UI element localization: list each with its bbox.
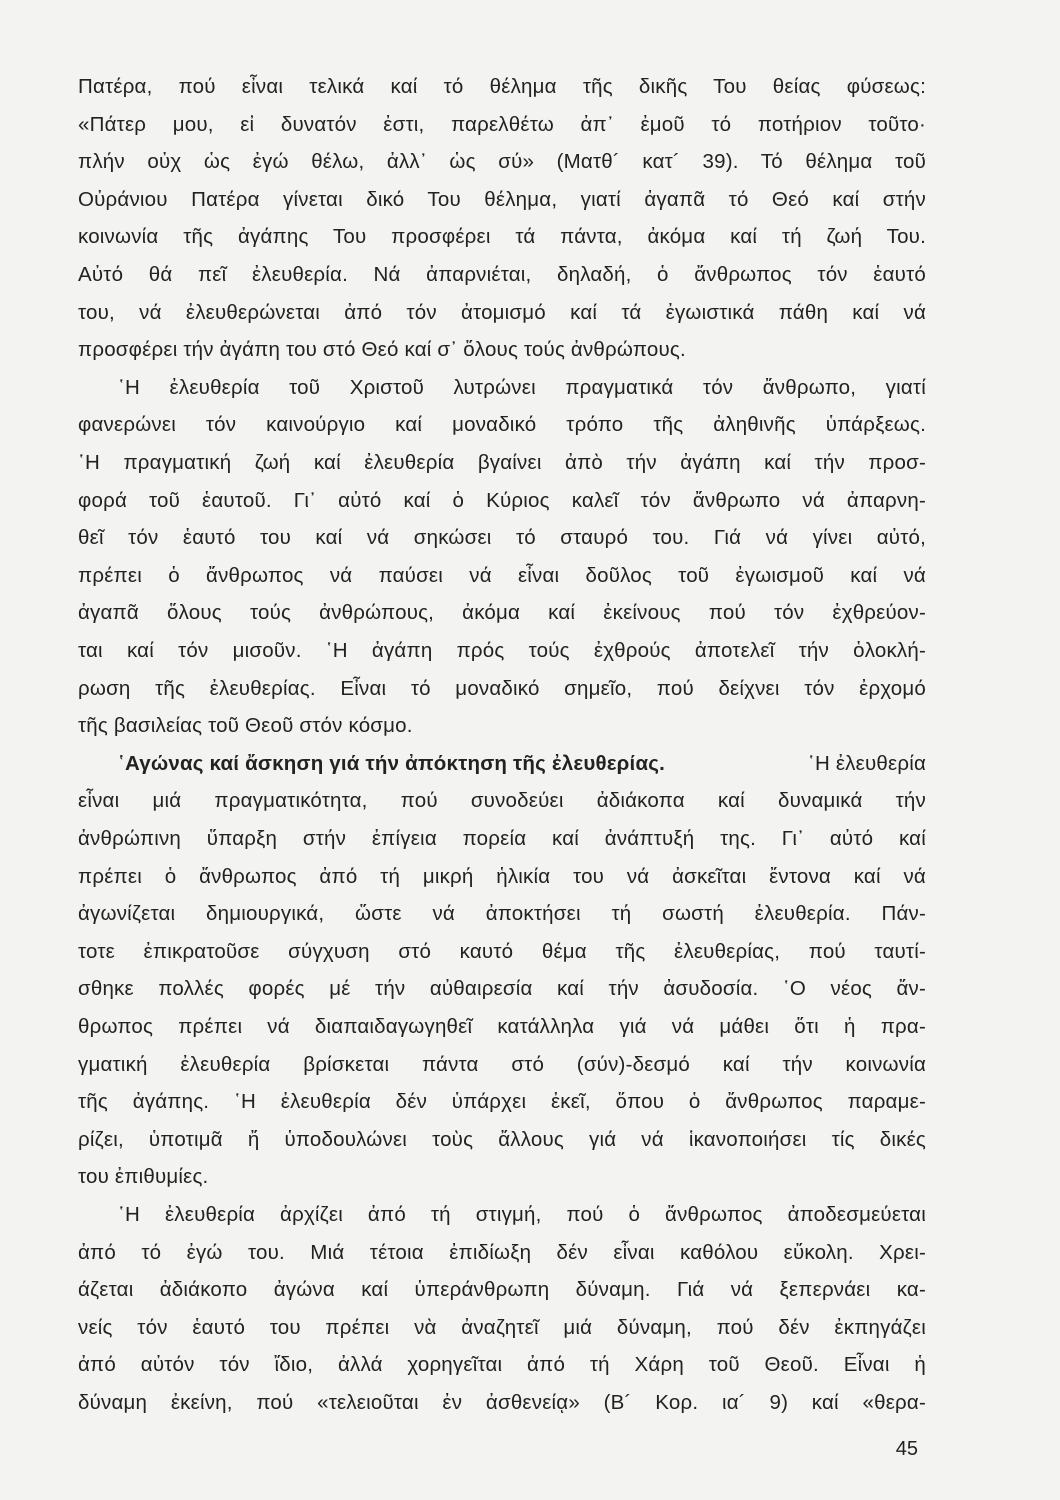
text-line: ἀνθρώπινη ὕπαρξη στήν ἐπίγεια πορεία καί ἀνάπτυξή της. Γι᾽ αὐτό καί	[78, 827, 926, 850]
text-line: θρωπος πρέπει νά διαπαιδαγωγηθεῖ κατάλληλα γιά νά μάθει ὅτι ἡ πρα-	[78, 1015, 926, 1038]
text-line: του ἐπιθυμίες.	[78, 1165, 209, 1189]
text-line: θεῖ τόν ἑαυτό του καί νά σηκώσει τό σταυρό του. Γιά νά γίνει αὐτό,	[78, 526, 926, 550]
text-line: ῾Η πραγματική ζωή καί ἐλευθερία βγαίνει ἀπὸ τήν ἀγάπη καί τήν προσ-	[78, 451, 926, 474]
text-line: ἀγωνίζεται δημιουργικά, ὥστε νά ἀποκτήσει τή σωστή ἐλευθερία. Πάν-	[78, 902, 926, 926]
text-line: ῾Η ἐλευθερία ἀρχίζει ἀπό τή στιγμή, πού ὁ ἄνθρωπος ἀποδεσμεύεται	[118, 1203, 926, 1226]
text-line: κοινωνία τῆς ἀγάπης Του προσφέρει τά πάντα, ἀκόμα καί τή ζωή Του.	[78, 225, 926, 249]
text-line: πρέπει ὁ ἄνθρωπος νά παύσει νά εἶναι δοῦλος τοῦ ἐγωισμοῦ καί νά	[78, 563, 926, 587]
text-line: φορά τοῦ ἑαυτοῦ. Γι᾽ αὐτό καί ὁ Κύριος καλεῖ τόν ἄνθρωπο νά ἀπαρνη-	[78, 488, 926, 512]
text-line: ῾Η ἐλευθερία τοῦ Χριστοῦ λυτρώνει πραγματικά τόν ἄνθρωπο, γιατί	[118, 375, 926, 399]
text-line: ἀπό αὐτόν τόν ἴδιο, ἀλλά χορηγεῖται ἀπό τή Χάρη τοῦ Θεοῦ. Εἶναι ἡ	[78, 1353, 926, 1377]
text-line: εἶναι μιά πραγματικότητα, πού συνοδεύει ἀδιάκοπα καί δυναμικά τήν	[78, 789, 926, 813]
text-line: πρέπει ὁ ἄνθρωπος ἀπό τή μικρή ἡλικία του νά ἀσκεῖται ἔντονα καί νά	[78, 864, 926, 888]
text-line: ρίζει, ὑποτιμᾶ ἤ ὑποδουλώνει τοὺς ἄλλους γιά νά ἱκανοποιήσει τίς δικές	[78, 1127, 926, 1151]
text-line: τῆς βασιλείας τοῦ Θεοῦ στόν κόσμο.	[78, 714, 413, 738]
text-line: Αὐτό θά πεῖ ἐλευθερία. Νά ἀπαρνιέται, δηλαδή, ὁ ἄνθρωπος τόν ἑαυτό	[78, 263, 926, 286]
text-line: σθηκε πολλές φορές μέ τήν αὐθαιρεσία καί τήν ἀσυδοσία. ῾Ο νέος ἄν-	[78, 977, 926, 1001]
text-line: πλήν οὐχ ὡς ἐγώ θέλω, ἀλλ᾽ ὡς σύ» (Ματθ´ κατ´ 39). Τό θέλημα τοῦ	[78, 150, 926, 174]
text-line: νείς τόν ἑαυτό του πρέπει νὰ ἀναζητεῖ μιά δύναμη, πού δέν ἐκπηγάζει	[78, 1315, 926, 1339]
text-line: ἀγαπᾶ ὅλους τούς ἀνθρώπους, ἀκόμα καί ἐκείνους πού τόν ἐχθρεύον-	[78, 601, 926, 625]
text-line: τῆς ἀγάπης. ῾Η ἐλευθερία δέν ὑπάρχει ἐκεῖ, ὅπου ὁ ἄνθρωπος παραμε-	[78, 1090, 926, 1114]
text-line: ται καί τόν μισοῦν. ῾Η ἀγάπη πρός τούς ἐχθρούς ἀποτελεῖ τήν ὁλοκλή-	[78, 639, 926, 662]
heading-line-continuation: ῾Η ἐλευθερία	[807, 751, 926, 775]
text-line: άζεται ἀδιάκοπο ἀγώνα καί ὑπεράνθρωπη δύναμη. Γιά νά ξεπερνάει κα-	[78, 1278, 926, 1302]
section-heading: ῾Αγώνας καί ἄσκηση γιά τήν ἀπόκτηση τῆς ἐλευθερίας.	[118, 751, 666, 775]
text-line: Πατέρα, πού εἶναι τελικά καί τό θέλημα τῆς δικῆς Του θείας φύσεως:	[78, 75, 926, 98]
heading-line	[78, 747, 926, 781]
text-line: Οὐράνιου Πατέρα γίνεται δικό Του θέλημα, γιατί ἀγαπᾶ τό Θεό καί στήν	[78, 187, 926, 211]
text-line: φανερώνει τόν καινούργιο καί μοναδικό τρόπο τῆς ἀληθινῆς ὑπάρξεως.	[78, 413, 926, 437]
text-line: «Πάτερ μου, εἰ δυνατόν ἐστι, παρελθέτω ἀπ᾽ ἐμοῦ τό ποτήριον τοῦτο·	[78, 112, 926, 136]
text-line: ρωση τῆς ἐλευθερίας. Εἶναι τό μοναδικό σημεῖο, πού δείχνει τόν ἐρχομό	[78, 676, 926, 700]
text-line: του, νά ἐλευθερώνεται ἀπό τόν ἀτομισμό καί τά ἐγωιστικά πάθη καί νά	[78, 300, 926, 324]
text-line: ἀπό τό ἐγώ του. Μιά τέτοια ἐπιδίωξη δέν εἶναι καθόλου εὔκολη. Χρει-	[78, 1240, 926, 1264]
text-line: τοτε ἐπικρατοῦσε σύγχυση στό καυτό θέμα τῆς ἐλευθερίας, πού ταυτί-	[78, 939, 926, 963]
text-line: γματική ἐλευθερία βρίσκεται πάντα στό (σύν)-δεσμό καί τήν κοινωνία	[78, 1052, 926, 1076]
text-line: προσφέρει τήν ἀγάπη του στό Θεό καί σ᾽ ὅλους τούς ἀνθρώπους.	[78, 338, 686, 362]
page-number: 45	[895, 1438, 918, 1460]
text-line: δύναμη ἐκείνη, πού «τελειοῦται ἐν ἀσθενείᾳ» (Β´ Κορ. ια´ 9) καί «θερα-	[78, 1391, 926, 1414]
